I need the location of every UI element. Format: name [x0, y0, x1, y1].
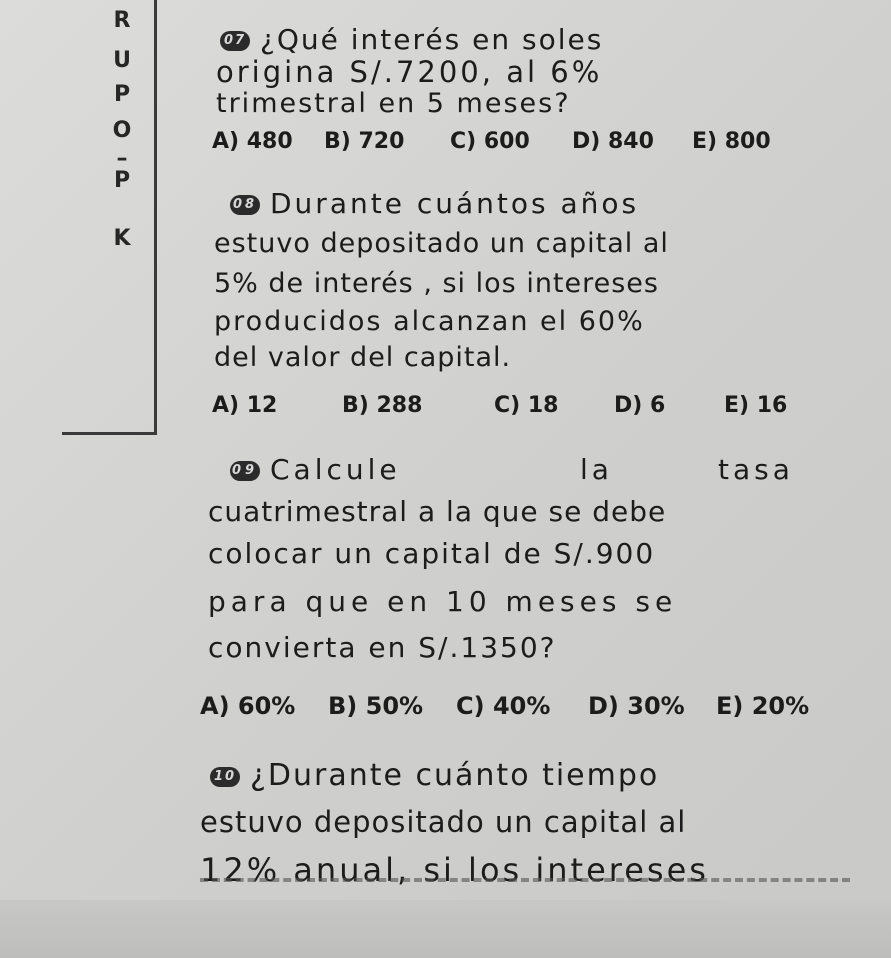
side-letter: K: [113, 226, 131, 251]
question-number-badge: 07: [220, 31, 250, 51]
question-10-line-3: 12% anual, si los intereses: [200, 851, 709, 889]
option-d[interactable]: D) 840: [572, 129, 654, 154]
question-09-line-2: cuatrimestral a la que se debe: [208, 495, 667, 528]
question-08-line-4: producidos alcanzan el 60%: [214, 306, 645, 337]
question-text: Durante cuántos años: [270, 187, 640, 220]
option-e[interactable]: E) 800: [692, 129, 771, 154]
option-b[interactable]: B) 720: [324, 129, 405, 154]
option-d[interactable]: D) 6: [614, 393, 666, 418]
question-text: tasa: [718, 453, 794, 486]
question-number-badge: 10: [210, 767, 240, 787]
page-bottom-edge: [0, 900, 891, 958]
question-number-badge: 08: [230, 195, 260, 215]
side-letter: –: [116, 146, 128, 171]
question-08-line-3: 5% de interés , si los intereses: [214, 268, 659, 299]
side-letter: P: [113, 168, 131, 193]
side-letter: U: [113, 48, 131, 73]
question-08-line-1: [230, 186, 639, 222]
option-a[interactable]: A) 12: [212, 393, 278, 418]
question-09-line-1: [230, 452, 820, 488]
option-b[interactable]: B) 50%: [328, 692, 424, 720]
question-09-options: [200, 692, 840, 722]
question-08-line-5: del valor del capital.: [214, 342, 512, 373]
question-09-line-5: convierta en S/.1350?: [208, 631, 557, 664]
question-10-line-2: estuvo depositado un capital al: [200, 805, 687, 839]
question-09-line-4: para que en 10 meses se: [208, 585, 678, 618]
question-07-line-2: origina S/.7200, al 6%: [216, 55, 603, 89]
question-text: ¿Qué interés en soles: [260, 23, 604, 56]
question-07-line-3: trimestral en 5 meses?: [216, 88, 571, 119]
option-c[interactable]: C) 18: [494, 393, 559, 418]
option-c[interactable]: C) 40%: [456, 692, 551, 720]
question-08-options: [212, 392, 812, 420]
question-text: ¿Durante cuánto tiempo: [250, 758, 660, 793]
side-letter: R: [113, 8, 131, 33]
option-b[interactable]: B) 288: [342, 393, 423, 418]
question-07-line-1: [220, 22, 603, 58]
option-c[interactable]: C) 600: [450, 129, 530, 154]
option-e[interactable]: E) 20%: [716, 692, 810, 720]
option-d[interactable]: D) 30%: [588, 692, 685, 720]
option-e[interactable]: E) 16: [724, 393, 788, 418]
side-letter: O: [112, 118, 132, 143]
question-09-line-3: colocar un capital de S/.900: [208, 537, 656, 570]
option-a[interactable]: A) 480: [212, 129, 293, 154]
question-08-line-2: estuvo depositado un capital al: [214, 228, 669, 259]
question-10-line-1: [210, 758, 659, 794]
cut-off-text-line: [200, 878, 850, 892]
question-07-options: [212, 128, 812, 156]
question-number-badge: 09: [230, 461, 260, 481]
option-a[interactable]: A) 60%: [200, 692, 296, 720]
side-letter: P: [113, 82, 131, 107]
question-text: Calcule: [270, 453, 401, 486]
question-text: la: [580, 453, 613, 486]
